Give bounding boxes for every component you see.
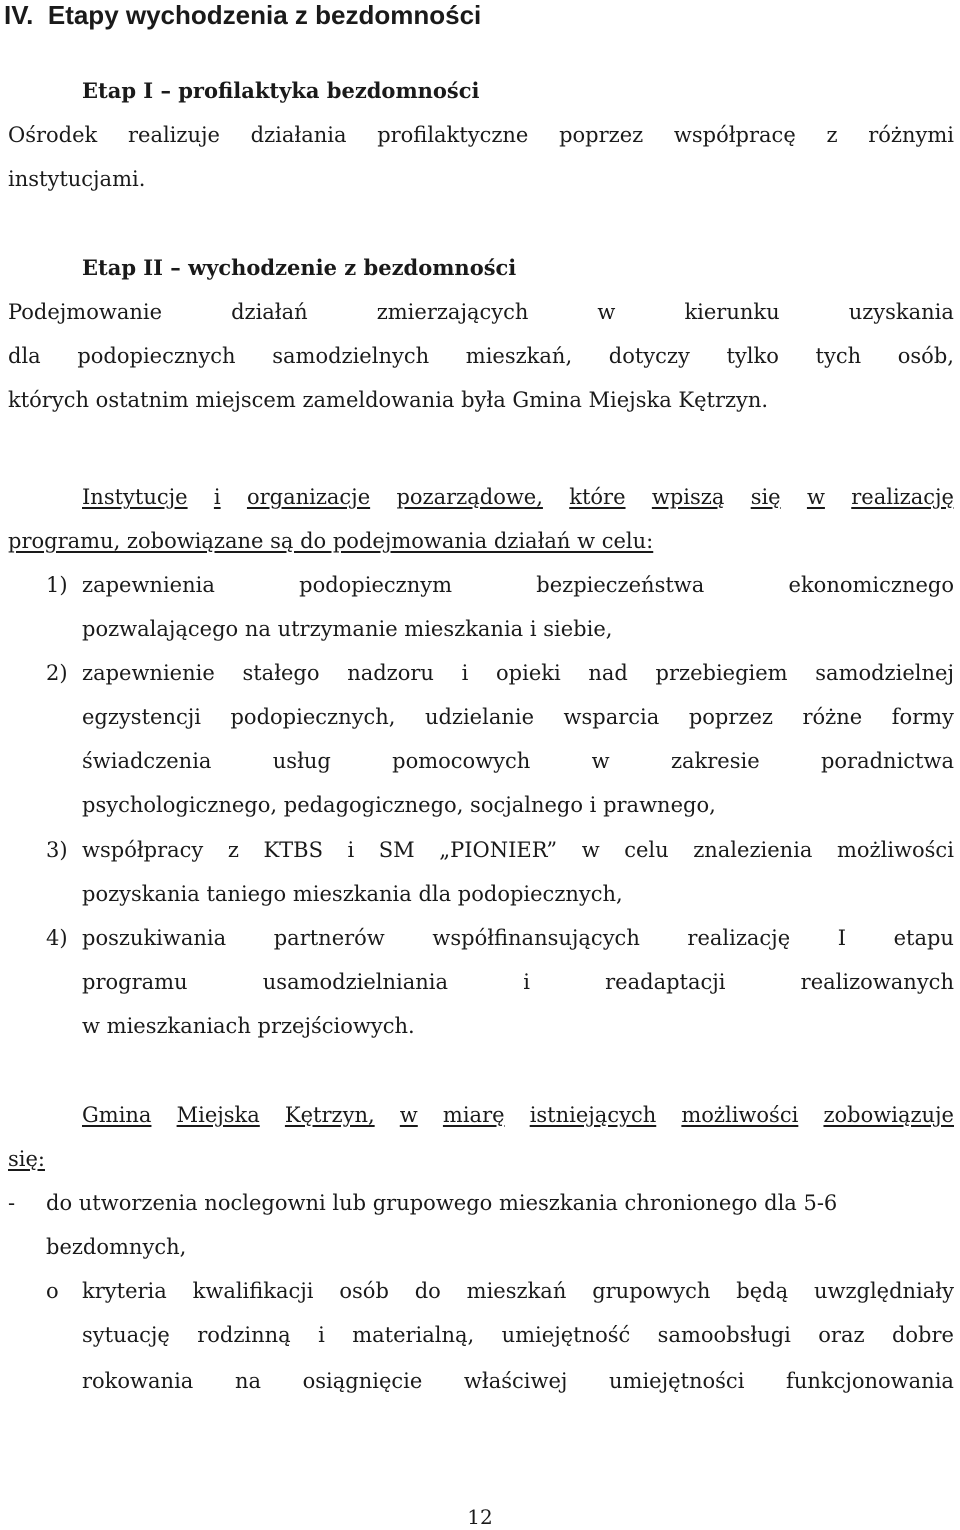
word: współfinansujących — [432, 926, 640, 950]
word: działania — [250, 123, 347, 147]
item-1-number: 1) — [46, 573, 68, 597]
word: różne — [802, 705, 863, 729]
word: grupowych — [592, 1279, 711, 1303]
word: umiejętność — [501, 1323, 631, 1347]
word: egzystencji — [82, 705, 201, 729]
dash-marker: - — [8, 1191, 16, 1215]
word: możliwości — [681, 1103, 799, 1127]
word: programu — [82, 970, 188, 994]
word: sytuację — [82, 1323, 170, 1347]
word: celu — [624, 838, 669, 862]
word: znalezienia — [693, 838, 813, 862]
etap-1-line-1 — [8, 120, 954, 150]
item-3-line-2: pozyskania taniego mieszkania dla podopiecznych, — [82, 882, 623, 906]
item-2-line-4: psychologicznego, pedagogicznego, socjalnego i prawnego, — [82, 793, 716, 817]
word: które — [569, 485, 626, 509]
word: opieki — [496, 661, 561, 685]
word: w — [591, 749, 610, 773]
word: mieszkań, — [465, 344, 573, 368]
word: dla — [8, 344, 41, 368]
word: dobre — [891, 1323, 954, 1347]
word: pomocowych — [392, 749, 531, 773]
word: osiągnięcie — [302, 1369, 423, 1393]
etap-2-line-2 — [8, 341, 954, 371]
word: zakresie — [670, 749, 760, 773]
gmina-intro-line-1 — [82, 1100, 954, 1130]
word: stałego — [242, 661, 320, 685]
word: samoobsługi — [657, 1323, 791, 1347]
word: mieszkań — [466, 1279, 567, 1303]
item-2-line-1 — [82, 658, 954, 688]
word: różnymi — [868, 123, 954, 147]
word: podopiecznych — [77, 344, 236, 368]
word: osób, — [897, 344, 954, 368]
word: i — [523, 970, 530, 994]
word: będą — [736, 1279, 789, 1303]
word: realizację — [851, 485, 954, 509]
word: osób — [339, 1279, 389, 1303]
word: do — [414, 1279, 441, 1303]
word: kryteria — [82, 1279, 167, 1303]
word: z — [227, 838, 239, 862]
word: zapewnienie — [82, 661, 215, 685]
word: Gmina — [82, 1103, 152, 1127]
word: uwzględniały — [813, 1279, 954, 1303]
word: działań — [231, 300, 308, 324]
word: Instytucje — [82, 485, 188, 509]
item-2-line-2 — [82, 702, 954, 732]
word: podopiecznych, — [230, 705, 396, 729]
word: na — [234, 1369, 261, 1393]
etap-2-line-1 — [8, 297, 954, 327]
gmina-intro-line-2: się: — [8, 1147, 45, 1171]
item-2-line-3 — [82, 746, 954, 776]
etap-2-title: Etap II – wychodzenie z bezdomności — [82, 255, 517, 280]
word: ekonomicznego — [788, 573, 954, 597]
word: funkcjonowania — [786, 1369, 954, 1393]
word: zobowiązuje — [823, 1103, 954, 1127]
word: świadczenia — [82, 749, 212, 773]
word: Podejmowanie — [8, 300, 163, 324]
word: samodzielnej — [815, 661, 954, 685]
word: w — [597, 300, 616, 324]
gmina-bullet-line-1 — [82, 1276, 954, 1306]
gmina-dash-line-2: bezdomnych, — [46, 1235, 187, 1259]
word: wpiszą — [651, 485, 725, 509]
item-4-number: 4) — [46, 926, 68, 950]
word: podopiecznym — [299, 573, 453, 597]
word: właściwej — [463, 1369, 568, 1393]
word: i — [347, 838, 355, 862]
word: z — [826, 123, 838, 147]
word: udzielanie — [424, 705, 535, 729]
word: samodzielnych — [272, 344, 430, 368]
word: realizację — [687, 926, 791, 950]
word: się — [750, 485, 781, 509]
word: poprzez — [559, 123, 644, 147]
item-1-line-2: pozwalającego na utrzymanie mieszkania i siebie, — [82, 617, 613, 641]
word: Miejska — [176, 1103, 260, 1127]
word: KTBS — [263, 838, 323, 862]
gmina-bullet-line-2 — [82, 1320, 954, 1350]
section-heading: IV. Etapy wychodzenia z bezdomności — [4, 0, 482, 30]
word: rokowania — [82, 1369, 194, 1393]
item-4-line-1 — [82, 923, 954, 953]
word: kwalifikacji — [192, 1279, 314, 1303]
word: usamodzielniania — [262, 970, 449, 994]
word: kierunku — [684, 300, 780, 324]
etap-1-title: Etap I – profilaktyka bezdomności — [82, 78, 480, 103]
word: organizacje — [246, 485, 371, 509]
word: bezpieczeństwa — [536, 573, 705, 597]
word: w — [399, 1103, 418, 1127]
word: w — [581, 838, 600, 862]
word: i — [318, 1323, 325, 1347]
word: poradnictwa — [820, 749, 954, 773]
item-1-line-1 — [82, 570, 954, 600]
word: istniejących — [529, 1103, 657, 1127]
word: miarę — [442, 1103, 505, 1127]
word: uzyskania — [848, 300, 954, 324]
word: poszukiwania — [82, 926, 227, 950]
word: nadzoru — [347, 661, 434, 685]
word: poprzez — [688, 705, 773, 729]
item-2-number: 2) — [46, 661, 68, 685]
etap-1-line-2: instytucjami. — [8, 167, 146, 191]
word: pozarządowe, — [396, 485, 543, 509]
word: SM — [378, 838, 415, 862]
word: współpracę — [673, 123, 796, 147]
word: I — [837, 926, 846, 950]
word: oraz — [818, 1323, 865, 1347]
word: i — [461, 661, 469, 685]
word: wsparcia — [563, 705, 660, 729]
etap-2-line-3: których ostatnim miejscem zameldowania była Gmina Miejska Kętrzyn. — [8, 388, 769, 412]
word: etapu — [893, 926, 954, 950]
word: możliwości — [836, 838, 954, 862]
word: usług — [272, 749, 331, 773]
word: zapewnienia — [82, 573, 215, 597]
page-number: 12 — [467, 1505, 493, 1529]
word: i — [213, 485, 221, 509]
item-3-line-1 — [82, 835, 954, 865]
ngo-intro-line-2: programu, zobowiązane są do podejmowania działań w celu: — [8, 529, 654, 553]
item-3-number: 3) — [46, 838, 68, 862]
bullet-marker: o — [46, 1279, 59, 1303]
ngo-intro-line-1 — [82, 482, 954, 512]
word: rodzinną — [197, 1323, 291, 1347]
word: Ośrodek — [8, 123, 98, 147]
word: umiejętności — [609, 1369, 745, 1393]
gmina-dash-line-1: do utworzenia noclegowni lub grupowego mieszkania chronionego dla 5-6 — [46, 1191, 838, 1215]
word: tych — [815, 344, 862, 368]
word: nad — [588, 661, 628, 685]
word: Kętrzyn, — [284, 1103, 375, 1127]
gmina-bullet-line-3 — [82, 1366, 954, 1396]
word: profilaktyczne — [377, 123, 529, 147]
word: tylko — [726, 344, 779, 368]
word: realizowanych — [800, 970, 954, 994]
word: materialną, — [352, 1323, 475, 1347]
word: w — [806, 485, 825, 509]
item-4-line-3: w mieszkaniach przejściowych. — [82, 1014, 415, 1038]
word: realizuje — [127, 123, 220, 147]
word: dotyczy — [608, 344, 690, 368]
word: przebiegiem — [655, 661, 788, 685]
word: readaptacji — [605, 970, 726, 994]
item-4-line-2 — [82, 967, 954, 997]
word: „PIONIER” — [439, 838, 558, 862]
word: formy — [891, 705, 954, 729]
word: współpracy — [82, 838, 204, 862]
word: zmierzających — [376, 300, 529, 324]
word: partnerów — [273, 926, 385, 950]
